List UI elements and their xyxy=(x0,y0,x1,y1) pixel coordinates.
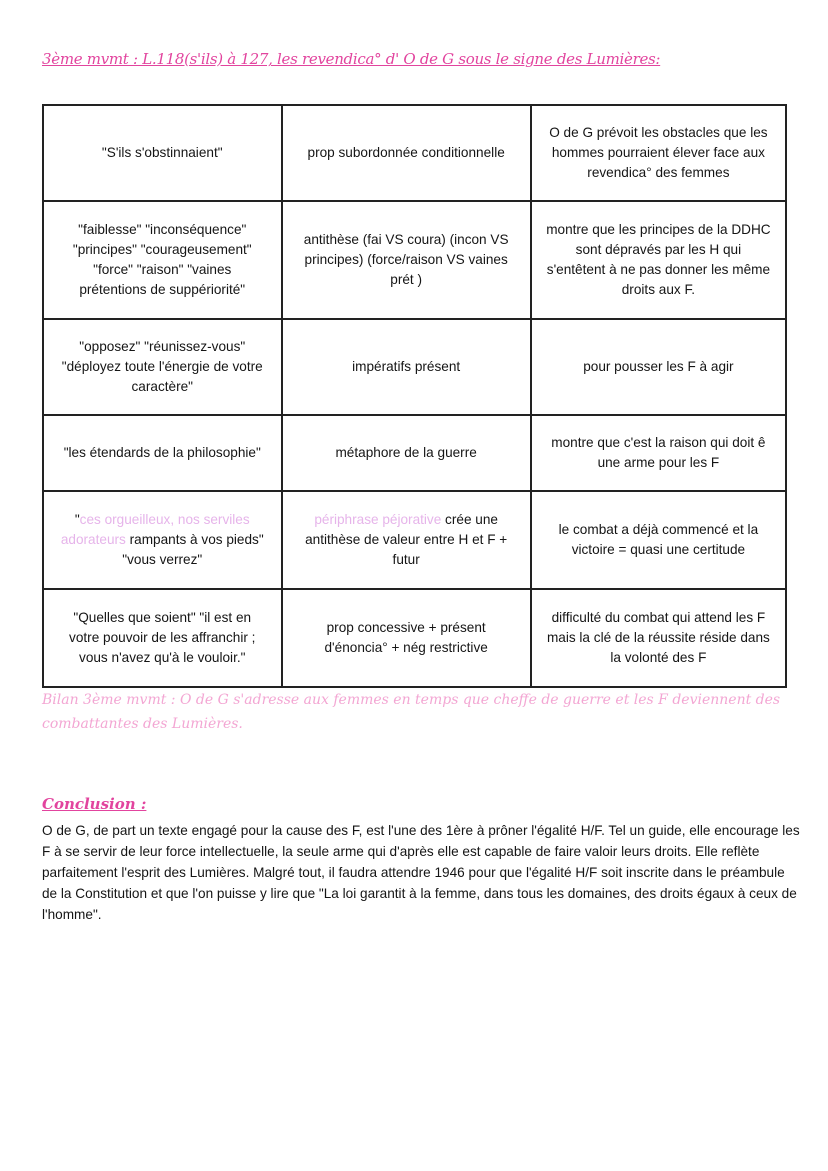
bilan-text: Bilan 3ème mvmt : O de G s'adresse aux femmes en temps que cheffe de guerre et les F deviennent des combattantes des Lumières. xyxy=(42,692,781,732)
quote-cell: "les étendards de la philosophie" xyxy=(43,415,282,491)
device-cell: antithèse (fai VS coura) (incon VS principes) (force/raison VS vaines prét ) xyxy=(282,201,531,319)
analysis-table xyxy=(42,104,787,688)
interpretation-cell: montre que les principes de la DDHC sont dépravés par les H qui s'entêtent à ne pas donner les même droits aux F. xyxy=(531,201,786,319)
quote-text: rampants à vos pieds" "vous verrez" xyxy=(122,532,264,567)
table-row xyxy=(43,589,786,687)
interpretation-cell: pour pousser les F à agir xyxy=(531,319,786,415)
device-cell: prop concessive + présent d'énoncia° + nég restrictive xyxy=(282,589,531,687)
conclusion-text: O de G, de part un texte engagé pour la cause des F, est l'une des 1ère à prôner l'égalité H/F. Tel un guide, elle encourage les F à se servir de leur force intellectuelle, la seule arme qui d'après elle est capable de faire valoir leurs droits. Elle reflète parfaitement l'esprit des Lumières. Malgré tout, il faudra attendre 1946 pour que l'égalité H/F soit inscrite dans le préambule de la Constitution et que l'on puisse y lire que "La loi garantit à la femme, dans tous les domaines, des droits égaux à ceux de l'homme". xyxy=(42,823,800,922)
device-cell: métaphore de la guerre xyxy=(282,415,531,491)
table-row xyxy=(43,201,786,319)
device-cell xyxy=(282,491,531,589)
quote-mark: " xyxy=(74,512,80,527)
quote-cell: "opposez" "réunissez-vous" "déployez toute l'énergie de votre caractère" xyxy=(43,319,282,415)
table-row xyxy=(43,491,786,589)
quote-cell xyxy=(43,491,282,589)
interpretation-cell: montre que c'est la raison qui doit ê une arme pour les F xyxy=(531,415,786,491)
table-row xyxy=(43,105,786,201)
quote-cell: "S'ils s'obstinnaient" xyxy=(43,105,282,201)
conclusion-heading: Conclusion : xyxy=(42,795,147,813)
section-title: 3ème mvmt : L.118(s'ils) à 127, les revendica° d' O de G sous le signe des Lumières: xyxy=(42,50,661,68)
table-row xyxy=(43,319,786,415)
quote-cell: "faiblesse" "inconséquence" "principes" "courageusement" "force" "raison" "vaines prétentions de suppériorité" xyxy=(43,201,282,319)
quote-cell: "Quelles que soient" "il est en votre pouvoir de les affranchir ; vous n'avez qu'à le vouloir." xyxy=(43,589,282,687)
interpretation-cell: O de G prévoit les obstacles que les hommes pourraient élever face aux revendica° des femmes xyxy=(531,105,786,201)
device-cell: impératifs présent xyxy=(282,319,531,415)
device-cell: prop subordonnée conditionnelle xyxy=(282,105,531,201)
interpretation-cell: difficulté du combat qui attend les F mais la clé de la réussite réside dans la volonté des F xyxy=(531,589,786,687)
device-text: crée une antithèse de valeur entre H et F + futur xyxy=(305,512,508,567)
highlighted-text: périphrase péjorative xyxy=(314,512,442,527)
interpretation-cell: le combat a déjà commencé et la victoire = quasi une certitude xyxy=(531,491,786,589)
highlighted-text: ces orgueilleux, nos serviles adorateurs xyxy=(60,512,250,547)
table-row xyxy=(43,415,786,491)
